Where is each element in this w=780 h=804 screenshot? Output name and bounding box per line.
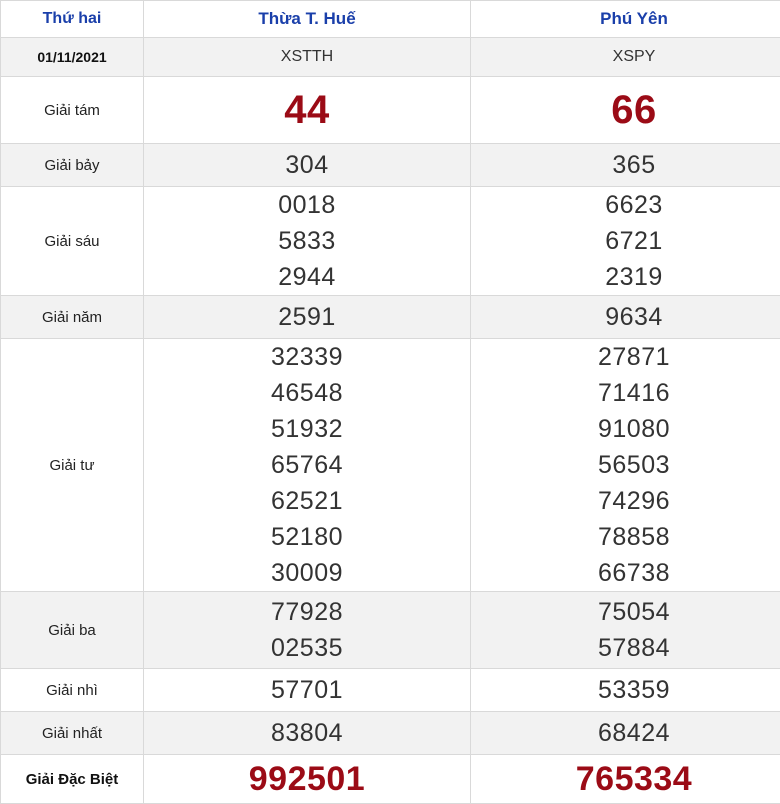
prize-values-province-1 xyxy=(144,712,471,755)
prize-number: 68424 xyxy=(471,715,780,751)
prize-number: 56503 xyxy=(471,447,780,483)
prize-number: 53359 xyxy=(471,672,780,708)
prize-number: 27871 xyxy=(471,339,780,375)
prize-values-province-1 xyxy=(144,339,471,592)
prize-label: Giải nhì xyxy=(1,669,144,712)
prize-number: 32339 xyxy=(144,339,470,375)
prize-number: 66 xyxy=(471,87,780,133)
table-row xyxy=(1,296,780,339)
prize-number: 6623 xyxy=(471,187,780,223)
prize-label: Giải tư xyxy=(1,339,144,592)
province-code-2: XSPY xyxy=(471,38,780,77)
table-row xyxy=(1,712,780,755)
prize-values-province-2 xyxy=(471,755,780,804)
prize-number: 0018 xyxy=(144,187,470,223)
prize-number: 74296 xyxy=(471,483,780,519)
prize-values-province-2 xyxy=(471,339,780,592)
prize-number: 5833 xyxy=(144,223,470,259)
header-province-2: Phú Yên xyxy=(471,1,780,38)
prize-label: Giải năm xyxy=(1,296,144,339)
prize-values-province-1 xyxy=(144,755,471,804)
table-row xyxy=(1,339,780,592)
table-row xyxy=(1,592,780,669)
prize-values-province-1 xyxy=(144,77,471,144)
prize-values-province-2 xyxy=(471,187,780,296)
prize-number: 9634 xyxy=(471,299,780,335)
table-row xyxy=(1,669,780,712)
prize-number: 765334 xyxy=(471,756,780,802)
prize-number: 44 xyxy=(144,87,470,133)
prize-values-province-1 xyxy=(144,144,471,187)
prize-number: 992501 xyxy=(144,756,470,802)
prize-label: Giải bảy xyxy=(1,144,144,187)
prize-label: Giải sáu xyxy=(1,187,144,296)
prize-values-province-2 xyxy=(471,296,780,339)
prize-number: 91080 xyxy=(471,411,780,447)
prize-label: Giải Đặc Biệt xyxy=(1,755,144,804)
prize-number: 71416 xyxy=(471,375,780,411)
prize-number: 6721 xyxy=(471,223,780,259)
prize-number: 30009 xyxy=(144,555,470,591)
table-row xyxy=(1,755,780,804)
prize-number: 62521 xyxy=(144,483,470,519)
prize-number: 2319 xyxy=(471,259,780,295)
prize-values-province-1 xyxy=(144,296,471,339)
header-province-1: Thừa T. Huế xyxy=(144,1,471,38)
prize-values-province-2 xyxy=(471,592,780,669)
prize-label: Giải nhất xyxy=(1,712,144,755)
province-code-1: XSTTH xyxy=(144,38,471,77)
prize-number: 2591 xyxy=(144,299,470,335)
prize-values-province-1 xyxy=(144,187,471,296)
prize-values-province-1 xyxy=(144,592,471,669)
prize-number: 66738 xyxy=(471,555,780,591)
prize-number: 02535 xyxy=(144,630,470,666)
header-day: Thứ hai xyxy=(1,1,144,38)
prize-number: 65764 xyxy=(144,447,470,483)
prize-number: 57701 xyxy=(144,672,470,708)
prize-number: 2944 xyxy=(144,259,470,295)
prize-values-province-2 xyxy=(471,77,780,144)
prize-label: Giải ba xyxy=(1,592,144,669)
table-row xyxy=(1,187,780,296)
table-code-row xyxy=(1,38,780,77)
prize-values-province-2 xyxy=(471,712,780,755)
prize-number: 52180 xyxy=(144,519,470,555)
prize-number: 83804 xyxy=(144,715,470,751)
table-header-row xyxy=(1,1,780,38)
draw-date: 01/11/2021 xyxy=(1,38,144,77)
prize-number: 75054 xyxy=(471,594,780,630)
prize-number: 365 xyxy=(471,147,780,183)
prize-number: 304 xyxy=(144,147,470,183)
prize-number: 57884 xyxy=(471,630,780,666)
table-row xyxy=(1,77,780,144)
prize-number: 78858 xyxy=(471,519,780,555)
prize-values-province-2 xyxy=(471,144,780,187)
prize-label: Giải tám xyxy=(1,77,144,144)
prize-number: 77928 xyxy=(144,594,470,630)
prize-values-province-2 xyxy=(471,669,780,712)
prize-number: 46548 xyxy=(144,375,470,411)
table-row xyxy=(1,144,780,187)
prize-number: 51932 xyxy=(144,411,470,447)
prize-values-province-1 xyxy=(144,669,471,712)
